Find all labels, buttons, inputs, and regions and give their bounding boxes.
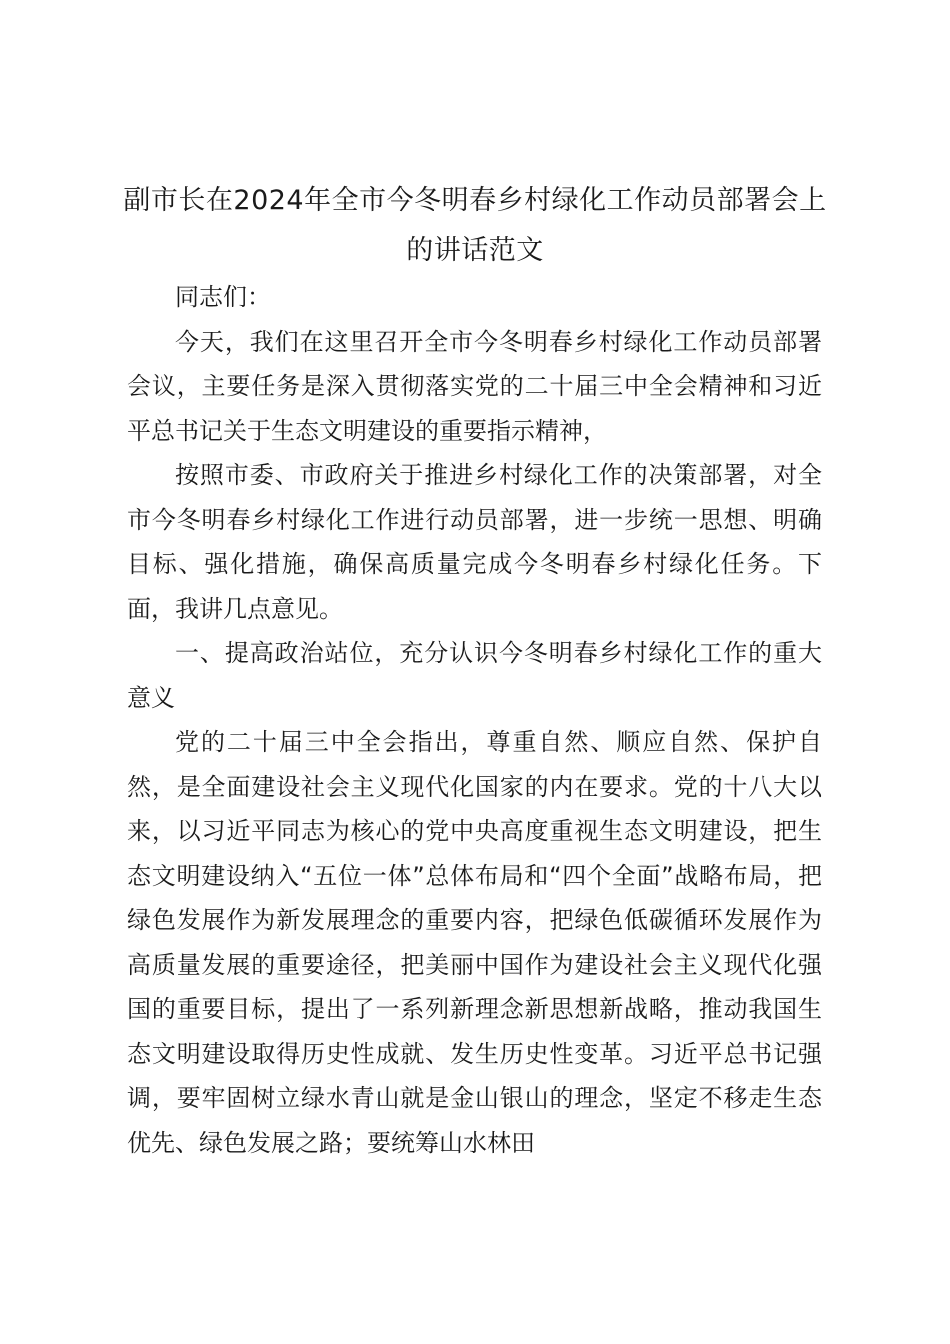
document-title: 副市长在2024年全市今冬明春乡村绿化工作动员部署会上的讲话范文 [123, 185, 827, 266]
paragraph-intro: 今天，我们在这里召开全市今冬明春乡村绿化工作动员部署会议，主要任务是深入贯彻落实党的二十届三中全会精神和习近平总书记关于生态文明建设的重要指示精神， [127, 327, 822, 445]
section-heading-1: 一、提高政治站位，充分认识今冬明春乡村绿化工作的重大意义 [127, 639, 822, 712]
document-body [127, 275, 822, 1165]
paragraph-section-1: 党的二十届三中全会指出，尊重自然、顺应自然、保护自然，是全面建设社会主义现代化国家的内在要求。党的十八大以来，以习近平同志为核心的党中央高度重视生态文明建设，把生态文明建设纳入“五位一体”总体布局和“四个全面”战略布局，把绿色发展作为新发展理念的重要内容，把绿色低碳循环发展作为高质量发展的重要途径，把美丽中国作为建设社会主义现代化强国的重要目标，提出了一系列新理念新思想新战略，推动我国生态文明建设取得历史性成就、发生历史性变革。习近平总书记强调，要牢固树立绿水青山就是金山银山的理念，坚定不移走生态优先、绿色发展之路；要统筹山水林田 [127, 728, 822, 1157]
salutation: 同志们： [175, 283, 271, 311]
paragraph-purpose: 按照市委、市政府关于推进乡村绿化工作的决策部署，对全市今冬明春乡村绿化工作进行动员部署，进一步统一思想、明确目标、强化措施，确保高质量完成今冬明春乡村绿化任务。下面，我讲几点意见。 [127, 461, 822, 623]
